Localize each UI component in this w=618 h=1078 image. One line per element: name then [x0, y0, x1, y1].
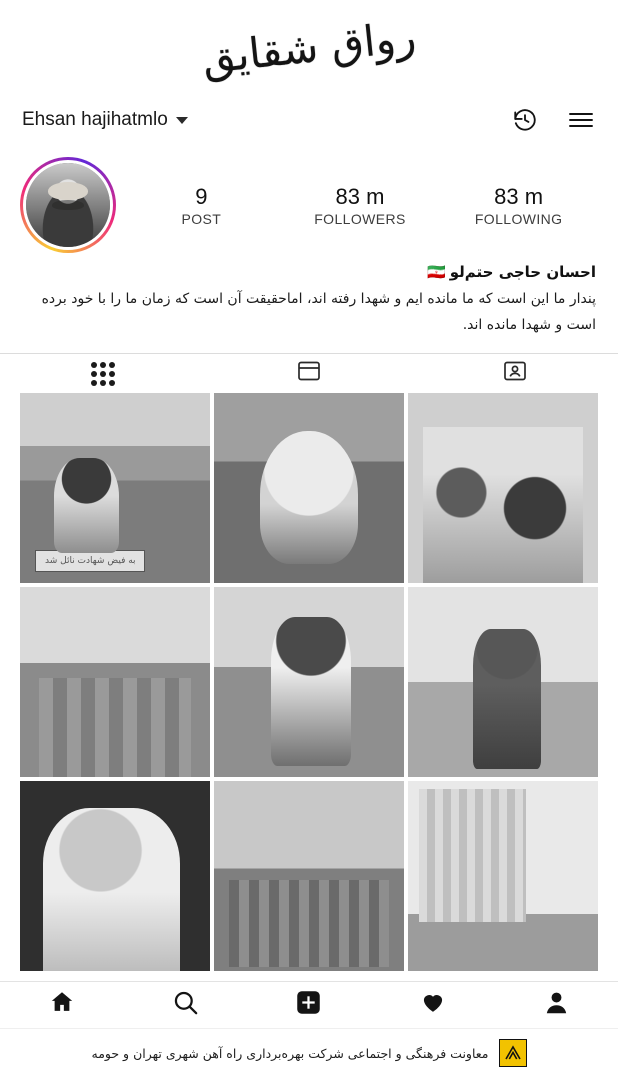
grid-post-9[interactable] — [408, 781, 598, 971]
post-overlay-caption: به فیض شهادت نائل شد — [35, 550, 145, 572]
grid-post-4[interactable] — [20, 587, 210, 777]
home-icon — [48, 989, 76, 1020]
profile-summary — [0, 143, 618, 261]
activity-nav-item[interactable] — [406, 985, 460, 1025]
stat-following-value: 83 m — [494, 183, 544, 209]
grid-post-5[interactable] — [214, 587, 404, 777]
grid-post-2[interactable] — [214, 393, 404, 583]
calligraphy-title: رواق شقایق — [199, 12, 418, 84]
person-card-icon — [503, 360, 527, 387]
footer-bar — [0, 1028, 618, 1078]
header-actions — [510, 105, 596, 135]
profile-tabs — [0, 353, 618, 393]
post-thumbnail — [214, 587, 404, 777]
stat-posts-label: POST — [181, 211, 222, 227]
stat-posts-value: 9 — [195, 183, 208, 209]
avatar[interactable] — [20, 157, 116, 253]
window-icon — [297, 360, 321, 387]
username-label[interactable]: Ehsan hajihatmlo — [22, 109, 168, 131]
metro-logo-icon — [499, 1039, 527, 1067]
avatar-image — [23, 160, 113, 250]
search-icon — [172, 989, 199, 1021]
post-thumbnail — [408, 781, 598, 971]
tab-reels[interactable] — [206, 354, 412, 393]
post-thumbnail — [214, 781, 404, 971]
tab-tagged[interactable] — [412, 354, 618, 393]
post-thumbnail — [20, 781, 210, 971]
add-post-nav-item[interactable] — [282, 985, 336, 1025]
profile-bio — [0, 261, 618, 353]
clock-history-icon[interactable] — [510, 105, 540, 135]
stat-followers-label: FOLLOWERS — [314, 211, 406, 227]
grid-post-3[interactable] — [408, 393, 598, 583]
hamburger-menu-icon[interactable] — [566, 105, 596, 135]
calligraphy-banner — [0, 0, 618, 97]
post-thumbnail — [214, 393, 404, 583]
bio-text: پندار ما این است که ما مانده ایم و شهدا رفته اند، اماحقیقت آن است که زمان ما را با خود برده است و شهدا مانده اند. — [41, 291, 596, 334]
stat-followers[interactable] — [314, 184, 406, 227]
bottom-navigation — [0, 981, 618, 1028]
post-thumbnail — [20, 587, 210, 777]
post-thumbnail — [408, 587, 598, 777]
stat-posts[interactable] — [155, 184, 247, 227]
bio-display-name — [22, 263, 596, 281]
profile-nav-item[interactable] — [529, 985, 583, 1025]
grid-post-1[interactable] — [20, 393, 210, 583]
stat-following-label: FOLLOWING — [474, 211, 563, 227]
post-thumbnail — [20, 393, 210, 583]
flag-icon: 🇮🇷 — [427, 263, 446, 282]
grid-post-7[interactable] — [20, 781, 210, 971]
plus-square-icon — [295, 989, 322, 1021]
grid-icon — [91, 362, 115, 386]
tab-grid[interactable] — [0, 354, 206, 393]
profile-header — [0, 97, 618, 144]
chevron-down-icon[interactable] — [176, 117, 188, 124]
home-nav-item[interactable] — [35, 985, 89, 1025]
profile-stats — [116, 184, 598, 227]
person-icon — [543, 989, 570, 1021]
stat-followers-value: 83 m — [335, 183, 385, 209]
heart-icon — [419, 989, 447, 1020]
footer-text: معاونت فرهنگی و اجتماعی شرکت بهره‌برداری راه آهن شهری تهران و حومه — [91, 1045, 489, 1061]
stat-following[interactable] — [473, 184, 565, 227]
photo-grid — [0, 393, 618, 971]
search-nav-item[interactable] — [158, 985, 212, 1025]
grid-post-8[interactable] — [214, 781, 404, 971]
bio-name-text: احسان حاجی حتم‌لو — [449, 263, 596, 282]
grid-post-6[interactable] — [408, 587, 598, 777]
post-thumbnail — [408, 393, 598, 583]
